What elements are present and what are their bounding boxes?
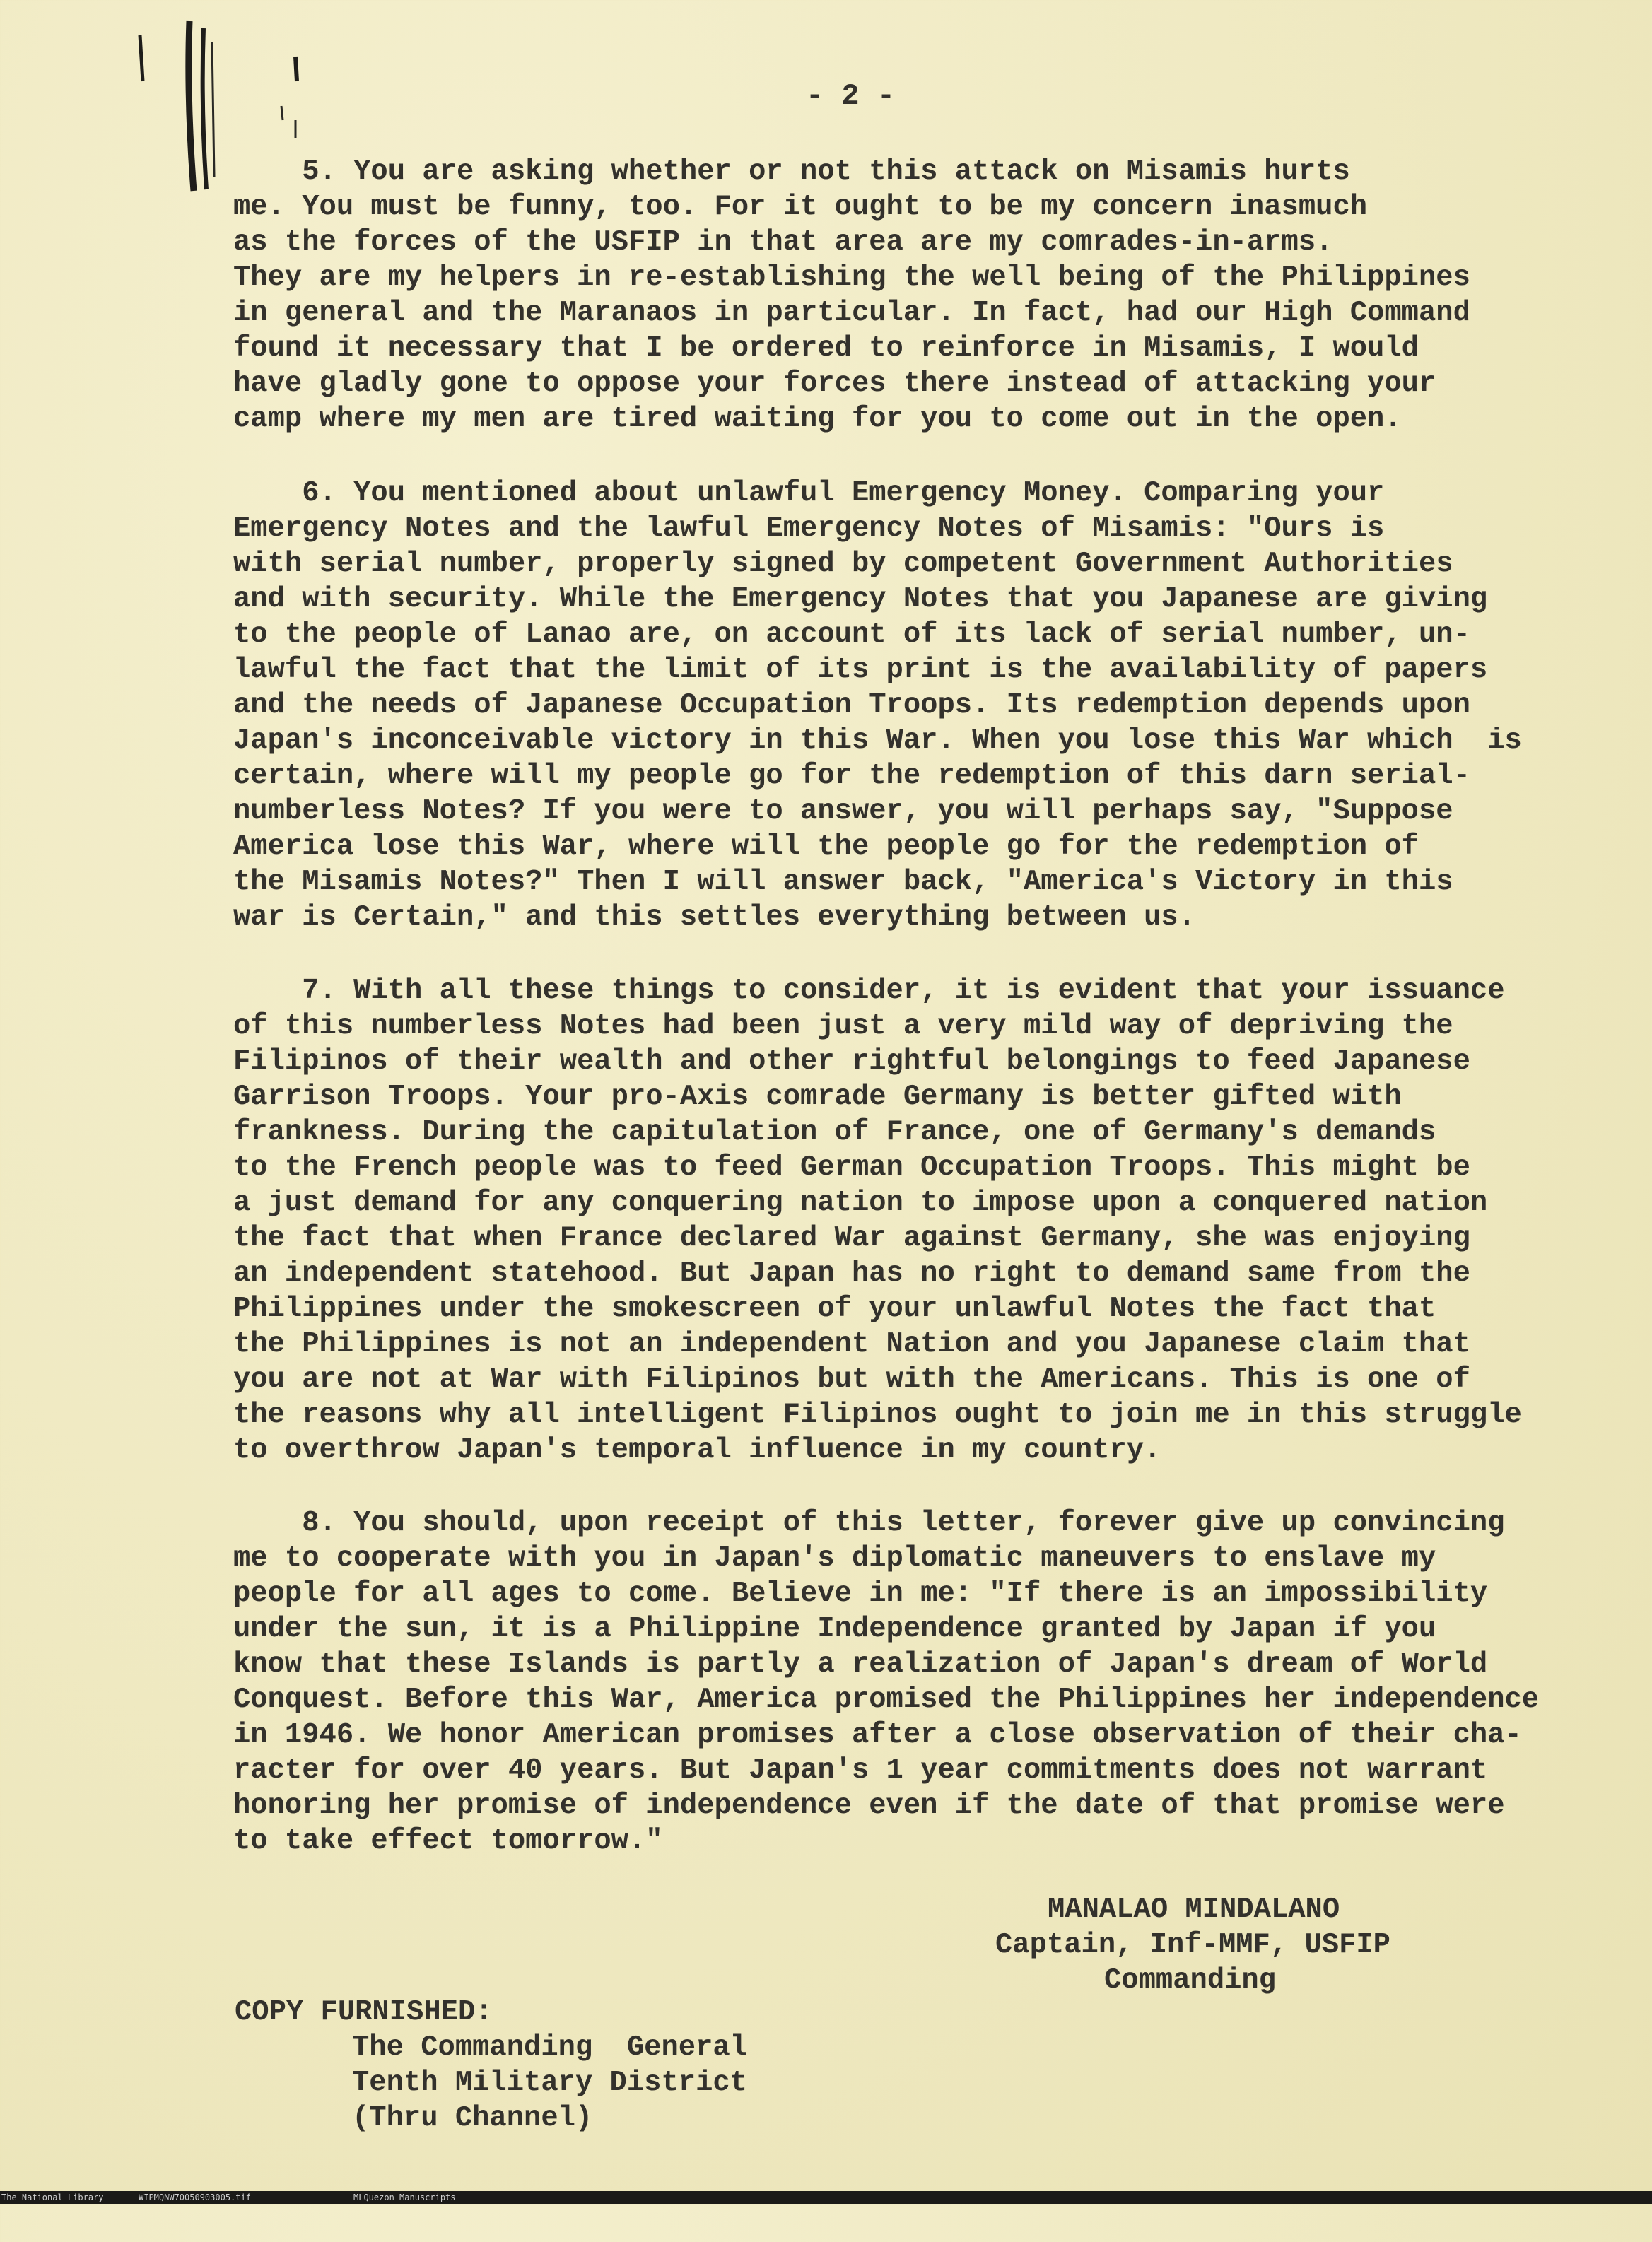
text-line: know that these Islands is partly a realization of Japan's dream of World xyxy=(233,1648,1488,1681)
signature-role: Commanding xyxy=(1104,1964,1277,1997)
copy-furnished-line: Tenth Military District xyxy=(352,2067,747,2099)
copy-furnished-label: COPY FURNISHED: xyxy=(235,1996,493,2029)
text-line: 6. You mentioned about unlawful Emergency Money. Comparing your xyxy=(233,477,1385,510)
text-line: They are my helpers in re-establishing the well being of the Philippines xyxy=(233,262,1470,294)
text-line: lawful the fact that the limit of its print is the availability of papers xyxy=(233,654,1488,686)
paragraph-8 xyxy=(233,1506,1633,1859)
scan-footer-bar xyxy=(0,2191,1652,2204)
text-line: a just demand for any conquering nation to impose upon a conquered nation xyxy=(233,1187,1488,1219)
text-line: with serial number, properly signed by competent Government Authorities xyxy=(233,548,1453,580)
text-line: Garrison Troops. Your pro-Axis comrade Germany is better gifted with xyxy=(233,1081,1402,1113)
text-line: in general and the Maranaos in particular. In fact, had our High Command xyxy=(233,297,1470,329)
text-line: people for all ages to come. Believe in me: "If there is an impossibility xyxy=(233,1578,1488,1610)
paragraph-5 xyxy=(233,154,1633,437)
text-line: the fact that when France declared War against Germany, she was enjoying xyxy=(233,1222,1470,1255)
text-line: the Philippines is not an independent Nation and you Japanese claim that xyxy=(233,1328,1470,1361)
text-line: war is Certain," and this settles everything between us. xyxy=(233,901,1196,934)
text-line: the reasons why all intelligent Filipinos ought to join me in this struggle xyxy=(233,1399,1522,1431)
text-line: under the sun, it is a Philippine Independence granted by Japan if you xyxy=(233,1613,1436,1645)
text-line: 8. You should, upon receipt of this letter, forever give up convincing xyxy=(233,1507,1505,1539)
text-line: Filipinos of their wealth and other rightful belongings to feed Japanese xyxy=(233,1045,1470,1078)
text-line: America lose this War, where will the people go for the redemption of xyxy=(233,831,1419,863)
text-line: certain, where will my people go for the redemption of this darn serial- xyxy=(233,760,1470,792)
text-line: 5. You are asking whether or not this attack on Misamis hurts xyxy=(233,155,1350,188)
text-line: an independent statehood. But Japan has no right to demand same from the xyxy=(233,1257,1470,1290)
text-line: Emergency Notes and the lawful Emergency Notes of Misamis: "Ours is xyxy=(233,512,1385,545)
paragraph-7 xyxy=(233,973,1633,1468)
text-line: to the people of Lanao are, on account of its lack of serial number, un- xyxy=(233,618,1470,651)
paragraph-6 xyxy=(233,476,1633,935)
text-line: honoring her promise of independence even if the date of that promise were xyxy=(233,1790,1505,1822)
text-line: in 1946. We honor American promises after a close observation of their cha- xyxy=(233,1719,1522,1751)
text-line: have gladly gone to oppose your forces there instead of attacking your xyxy=(233,368,1436,400)
text-line: numberless Notes? If you were to answer, you will perhaps say, "Suppose xyxy=(233,795,1453,828)
copy-furnished-line: The Commanding General xyxy=(352,2031,747,2064)
text-line: and with security. While the Emergency Notes that you Japanese are giving xyxy=(233,583,1488,616)
text-line: me. You must be funny, too. For it ought to be my concern inasmuch xyxy=(233,191,1368,223)
footer-library: The National Library xyxy=(1,2193,104,2202)
text-line: to overthrow Japan's temporal influence in my country. xyxy=(233,1434,1161,1467)
text-line: the Misamis Notes?" Then I will answer back, "America's Victory in this xyxy=(233,866,1453,898)
text-line: and the needs of Japanese Occupation Troops. Its redemption depends upon xyxy=(233,689,1470,722)
text-line: to take effect tomorrow." xyxy=(233,1825,663,1857)
signature-name: MANALAO MINDALANO xyxy=(1048,1894,1340,1926)
footer-file: WIPMQNW70050903005.tif xyxy=(139,2193,251,2202)
text-line: frankness. During the capitulation of France, one of Germany's demands xyxy=(233,1116,1436,1149)
text-line: found it necessary that I be ordered to reinforce in Misamis, I would xyxy=(233,332,1419,365)
text-line: racter for over 40 years. But Japan's 1 year commitments does not warrant xyxy=(233,1754,1488,1787)
text-line: of this numberless Notes had been just a very mild way of depriving the xyxy=(233,1010,1453,1043)
text-line: Conquest. Before this War, America promised the Philippines her independence xyxy=(233,1684,1540,1716)
text-line: as the forces of the USFIP in that area are my comrades-in-arms. xyxy=(233,226,1333,259)
text-line: you are not at War with Filipinos but with the Americans. This is one of xyxy=(233,1363,1470,1396)
text-line: 7. With all these things to consider, it is evident that your issuance xyxy=(233,975,1505,1007)
text-line: me to cooperate with you in Japan's diplomatic maneuvers to enslave my xyxy=(233,1542,1436,1575)
signature-title: Captain, Inf-MMF, USFIP xyxy=(995,1929,1390,1961)
page-number: - 2 - xyxy=(806,79,896,113)
footer-collection: MLQuezon Manuscripts xyxy=(353,2193,456,2202)
copy-furnished-line: (Thru Channel) xyxy=(352,2102,593,2135)
text-line: camp where my men are tired waiting for you to come out in the open. xyxy=(233,403,1402,435)
text-line: Japan's inconceivable victory in this War. When you lose this War which is xyxy=(233,724,1522,757)
text-line: Philippines under the smokescreen of your unlawful Notes the fact that xyxy=(233,1293,1436,1325)
text-line: to the French people was to feed German Occupation Troops. This might be xyxy=(233,1151,1470,1184)
